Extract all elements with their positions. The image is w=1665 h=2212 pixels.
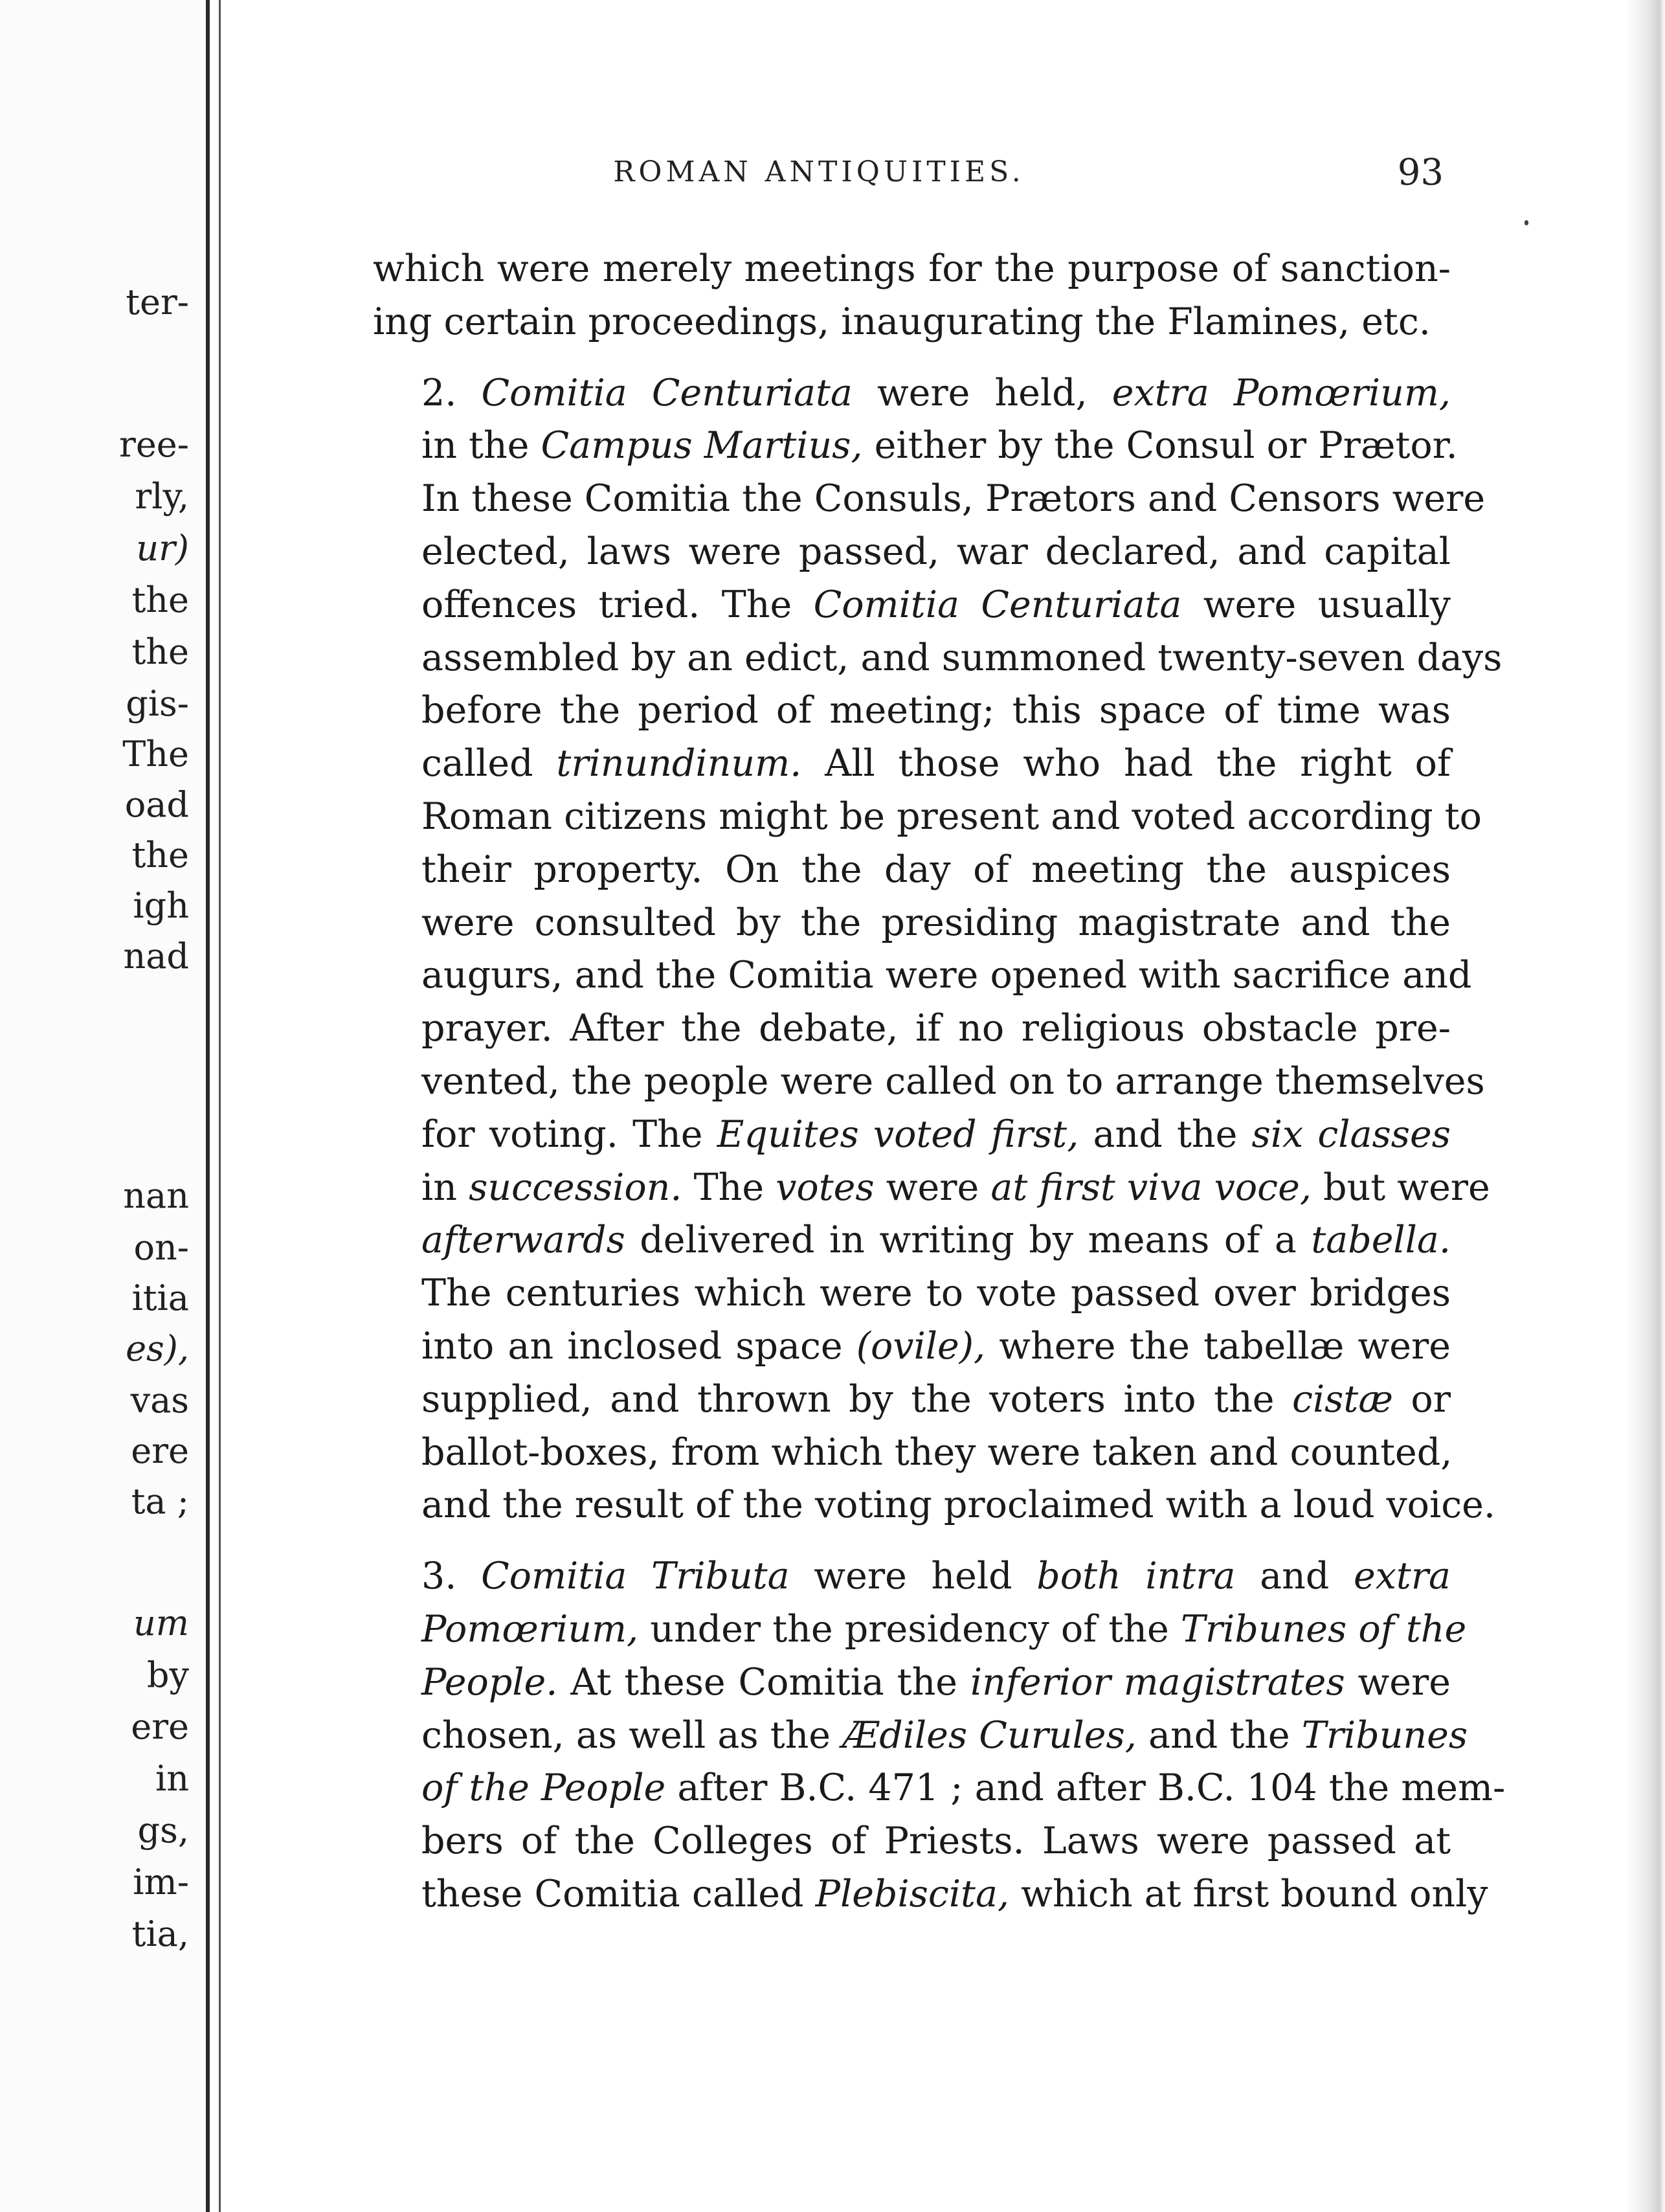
italic-run: afterwards — [421, 1219, 625, 1262]
text-run: either by the Consul or Prætor. — [862, 424, 1458, 468]
facing-page-fragment: ere — [131, 1706, 189, 1747]
text-run: into an inclosed space — [421, 1324, 856, 1368]
facing-page-fragment: ur) — [136, 528, 189, 569]
facing-page-fragment: im- — [133, 1862, 189, 1902]
italic-run: Comitia Centuriata — [481, 371, 853, 414]
text-run: were — [1345, 1660, 1451, 1704]
facing-page-fragment: ere — [131, 1430, 189, 1471]
text-line — [373, 1002, 1451, 1055]
text-run: before the period of meeting; this space of time was — [421, 689, 1451, 732]
text-run: but were — [1311, 1166, 1490, 1209]
text-run: All those who had the right of — [801, 742, 1451, 785]
italic-run: Plebiscita, — [815, 1872, 1010, 1915]
text-line — [373, 1214, 1451, 1267]
text-run: chosen, as well as the — [421, 1713, 843, 1757]
text-line — [373, 243, 1451, 296]
page-edge-shadow — [1626, 0, 1665, 2212]
text-run: their property. On the day of meeting the auspices — [421, 848, 1451, 891]
italic-run: cistæ — [1292, 1377, 1393, 1421]
text-line — [373, 420, 1458, 473]
text-run: B.C. — [1157, 1766, 1235, 1810]
text-run: Roman citizens might be present and voted according to — [421, 795, 1482, 838]
text-line — [373, 1656, 1451, 1710]
text-line — [373, 1550, 1451, 1603]
text-run: delivered in writing by means of a — [625, 1219, 1312, 1262]
text-line — [373, 897, 1451, 950]
running-head: ROMAN ANTIQUITIES. — [613, 155, 1025, 188]
page-number: 93 — [1397, 152, 1444, 194]
italic-run: of the People — [421, 1766, 666, 1810]
text-run: were held, — [852, 371, 1112, 414]
text-run: were usually — [1181, 583, 1451, 626]
text-run: were — [874, 1166, 991, 1209]
facing-page-fragment: The — [122, 734, 189, 774]
text-run: supplied, and thrown by the voters into the — [421, 1377, 1293, 1421]
text-line — [373, 791, 1482, 844]
text-line — [373, 473, 1486, 526]
text-line — [373, 526, 1451, 579]
text-run: were consulted by the presiding magistrate and the — [421, 901, 1451, 944]
italic-run: Equites voted first, — [717, 1112, 1079, 1156]
text-line — [373, 1267, 1451, 1320]
text-line — [373, 367, 1451, 420]
facing-page-fragment: the — [131, 580, 189, 620]
text-line — [373, 949, 1472, 1002]
text-line — [373, 738, 1451, 791]
text-line — [373, 1109, 1451, 1162]
facing-page-fragment: itia — [131, 1278, 189, 1318]
italic-run: trinundinum. — [556, 742, 802, 785]
italic-run: Tribunes — [1301, 1713, 1468, 1757]
text-run: augurs, and the Comitia were opened with sacrifice and — [421, 954, 1472, 997]
text-line — [373, 1868, 1488, 1921]
text-run: were held — [789, 1555, 1037, 1598]
paragraph — [373, 243, 1451, 349]
text-run: which were merely meetings for the purpose of sanction- — [373, 247, 1451, 290]
text-line — [373, 1320, 1451, 1373]
text-line — [373, 1710, 1468, 1763]
facing-page-fragment: ta ; — [131, 1481, 189, 1522]
facing-page-fragment: ter- — [126, 282, 189, 322]
text-run: In these Comitia the Consuls, Prætors and Censors were — [421, 477, 1486, 521]
facing-page-fragment: vas — [130, 1380, 189, 1421]
text-run: 471 ; and after — [856, 1766, 1157, 1810]
italic-run: Pomœrium, — [421, 1607, 639, 1651]
text-run: and the — [1136, 1713, 1302, 1757]
text-run: and — [1235, 1555, 1354, 1598]
text-run: B.C. — [779, 1766, 857, 1810]
text-line — [373, 684, 1451, 738]
facing-page-fragment: in — [155, 1758, 189, 1799]
page-header — [375, 152, 1444, 201]
facing-page-fragment: rly, — [135, 476, 189, 517]
text-run: prayer. After the debate, if no religious obstacle pre- — [421, 1007, 1451, 1050]
facing-page-text — [0, 0, 194, 2212]
text-run: in — [421, 1166, 469, 1209]
text-run: and the result of the voting proclaimed with a loud voice. — [421, 1484, 1495, 1527]
text-run: or — [1392, 1377, 1451, 1421]
gutter-line — [206, 0, 210, 2212]
text-run: vented, the people were called on to arrange themselves — [421, 1059, 1485, 1103]
italic-run: Ædiles Curules, — [842, 1713, 1137, 1757]
text-line — [373, 1762, 1506, 1815]
text-run: 3. — [421, 1555, 482, 1598]
paragraph — [373, 367, 1503, 1533]
text-line — [373, 1427, 1451, 1480]
italic-run: Comitia Tributa — [481, 1555, 790, 1598]
text-line — [373, 296, 1451, 349]
facing-page-fragment: igh — [133, 885, 189, 926]
italic-run: (ovile), — [856, 1324, 986, 1368]
text-run: 104 the mem- — [1235, 1766, 1506, 1810]
facing-page-fragment: tia, — [131, 1913, 189, 1954]
italic-run: tabella. — [1311, 1219, 1451, 1262]
text-line — [373, 1479, 1495, 1532]
facing-page-fragment: the — [131, 631, 189, 672]
text-run: At these Comitia the — [557, 1660, 970, 1704]
gutter-line-inner — [219, 0, 221, 2212]
facing-page — [0, 0, 206, 2212]
facing-page-fragment: um — [133, 1603, 189, 1643]
text-run: in the — [421, 424, 541, 468]
facing-page-fragment: gs, — [137, 1810, 189, 1851]
text-run: and the — [1078, 1112, 1252, 1156]
italic-run: succession. — [469, 1166, 682, 1209]
text-line — [373, 632, 1503, 685]
italic-run: extra Pomœrium, — [1112, 371, 1451, 414]
text-run: 2. — [421, 371, 482, 414]
paragraph — [373, 1550, 1506, 1921]
text-run: elected, laws were passed, war declared, and capital — [421, 530, 1451, 573]
italic-run: Tribunes of the — [1180, 1607, 1467, 1651]
text-run: these Comitia called — [421, 1872, 816, 1915]
text-line — [373, 1603, 1467, 1656]
facing-page-fragment: nad — [123, 936, 189, 976]
text-line — [373, 844, 1451, 897]
italic-run: Campus Martius, — [541, 424, 863, 468]
facing-page-fragment: the — [131, 835, 189, 875]
italic-run: People. — [421, 1660, 558, 1704]
text-run: which at first bound only — [1009, 1872, 1488, 1915]
text-run: offences tried. The — [421, 583, 814, 626]
text-run: The — [682, 1166, 776, 1209]
text-run: The centuries which were to vote passed over bridges — [421, 1272, 1451, 1315]
print-speck — [1525, 220, 1528, 225]
body-text — [373, 243, 1506, 1921]
facing-page-fragment: nan — [123, 1175, 189, 1216]
italic-run: votes — [776, 1166, 875, 1209]
text-line — [373, 1055, 1485, 1109]
facing-page-fragment: gis- — [126, 683, 189, 724]
facing-page-fragment: es), — [126, 1328, 189, 1369]
text-run: under the presidency of the — [638, 1607, 1181, 1651]
italic-run: extra — [1353, 1555, 1451, 1598]
italic-run: at first viva voce, — [990, 1166, 1312, 1209]
text-line — [373, 1162, 1490, 1215]
facing-page-fragment: ree- — [119, 424, 189, 465]
text-line — [373, 1373, 1451, 1427]
text-run: assembled by an edict, and summoned twenty-seven days — [421, 636, 1503, 679]
text-run: for voting. The — [421, 1112, 717, 1156]
text-line — [373, 579, 1451, 632]
text-line — [373, 1815, 1451, 1868]
italic-run: Comitia Centuriata — [813, 583, 1182, 626]
facing-page-fragment: on- — [133, 1227, 189, 1268]
text-run: called — [421, 742, 557, 785]
text-run: bers of the Colleges of Priests. Laws were passed at — [421, 1820, 1451, 1863]
facing-page-fragment: oad — [124, 784, 189, 825]
text-run: after — [665, 1766, 779, 1810]
italic-run: six classes — [1251, 1112, 1451, 1156]
italic-run: inferior magistrates — [970, 1660, 1345, 1704]
text-run: where the tabellæ were — [985, 1324, 1451, 1368]
text-run: ballot-boxes, from which they were taken and counted, — [421, 1430, 1453, 1474]
italic-run: both intra — [1036, 1555, 1236, 1598]
text-run: ing certain proceedings, inaugurating the Flamines, etc. — [373, 300, 1431, 343]
facing-page-fragment: by — [146, 1654, 189, 1695]
